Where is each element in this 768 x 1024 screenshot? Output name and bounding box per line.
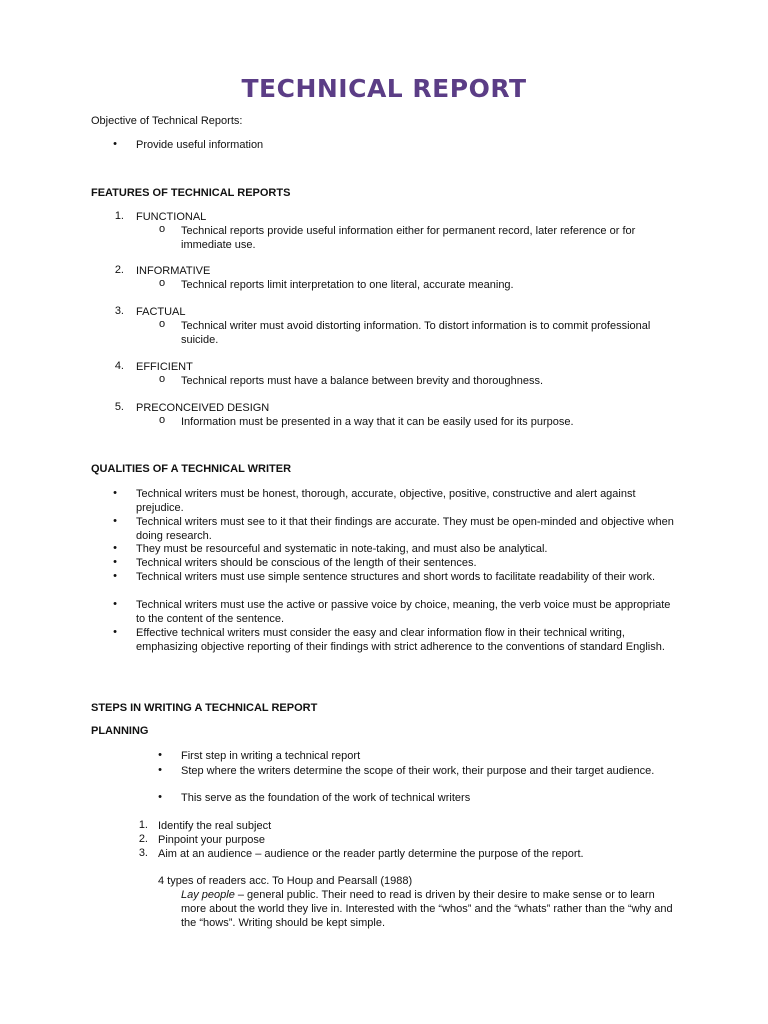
quality-item: They must be resourceful and systematic in note-taking, and must also be analytical.: [136, 543, 548, 555]
bullet-icon: •: [158, 764, 162, 776]
features-heading: FEATURES OF TECHNICAL REPORTS: [91, 187, 291, 199]
quality-item: Effective technical writers must consider the easy and clear information flow in their technical writing, emphasizing objective reporting of their findings with strict adherence to the conventions of standard English.: [136, 627, 665, 653]
lay-people-desc: – general public. Their need to read is driven by their desire to make sense or to learn more about the world they live in. Interested with the “whos” and the “whats” rather than the “why and the “hows”. Writing should be kept simple.: [181, 889, 673, 929]
steps-heading: STEPS IN WRITING A TECHNICAL REPORT: [91, 702, 318, 714]
bullet-icon: •: [113, 556, 117, 568]
feature-number: 1.: [114, 210, 124, 222]
feature-number: 5.: [114, 401, 124, 413]
circle-bullet-icon: o: [159, 318, 166, 330]
quality-item: Technical writers must be honest, thorough, accurate, objective, positive, constructive and alert against prejudice.: [136, 488, 636, 514]
bullet-icon: •: [158, 749, 162, 761]
quality-item: Technical writers must see to it that their findings are accurate. They must be open-minded and objective when doing research.: [136, 516, 674, 542]
feature-number: 4.: [114, 360, 124, 372]
step-text: Pinpoint your purpose: [158, 834, 266, 846]
planning-heading: PLANNING: [91, 725, 149, 737]
planning-bullet: This serve as the foundation of the work of technical writers: [181, 792, 471, 804]
feature-desc: Technical reports provide useful information either for permanent record, later reference or for immediate use.: [181, 225, 636, 251]
feature-label: EFFICIENT: [136, 361, 193, 373]
bullet-icon: •: [113, 570, 117, 582]
feature-desc: Technical reports must have a balance between brevity and thoroughness.: [181, 375, 543, 387]
lay-people-paragraph: [181, 888, 681, 930]
circle-bullet-icon: o: [159, 277, 166, 289]
quality-item: Technical writers must use the active or passive voice by choice, meaning, the verb voice must be appropriate to the content of the sentence.: [136, 599, 671, 625]
bullet-icon: •: [113, 487, 117, 499]
feature-desc: Technical writer must avoid distorting information. To distort information is to commit professional suicide.: [181, 320, 651, 346]
planning-bullet: First step in writing a technical report: [181, 750, 361, 762]
step-number: 1.: [138, 819, 148, 831]
circle-bullet-icon: o: [159, 414, 166, 426]
objective-label: Objective of Technical Reports:: [91, 115, 243, 127]
bullet-icon: •: [158, 791, 162, 803]
feature-desc: Information must be presented in a way that it can be easily used for its purpose.: [181, 416, 574, 428]
feature-label: FACTUAL: [136, 306, 186, 318]
quality-item: Technical writers must use simple sentence structures and short words to facilitate readability of their work.: [136, 571, 656, 583]
step-number: 3.: [138, 847, 148, 859]
circle-bullet-icon: o: [159, 373, 166, 385]
objective-bullet: Provide useful information: [136, 139, 264, 151]
planning-bullet: Step where the writers determine the scope of their work, their purpose and their target audience.: [181, 765, 655, 777]
lay-people-term: Lay people: [181, 889, 235, 901]
feature-label: FUNCTIONAL: [136, 211, 207, 223]
quality-item: Technical writers should be conscious of the length of their sentences.: [136, 557, 477, 569]
feature-label: PRECONCEIVED DESIGN: [136, 402, 270, 414]
feature-desc: Technical reports limit interpretation to one literal, accurate meaning.: [181, 279, 514, 291]
step-text: Identify the real subject: [158, 820, 272, 832]
bullet-icon: •: [113, 626, 117, 638]
step-text: Aim at an audience – audience or the reader partly determine the purpose of the report.: [158, 848, 584, 860]
bullet-icon: •: [113, 138, 117, 150]
feature-number: 3.: [114, 305, 124, 317]
bullet-icon: •: [113, 542, 117, 554]
feature-number: 2.: [114, 264, 124, 276]
qualities-heading: QUALITIES OF A TECHNICAL WRITER: [91, 463, 292, 475]
bullet-icon: •: [113, 515, 117, 527]
page-title: TECHNICAL REPORT: [241, 74, 527, 103]
step-number: 2.: [138, 833, 148, 845]
bullet-icon: •: [113, 598, 117, 610]
circle-bullet-icon: o: [159, 223, 166, 235]
feature-label: INFORMATIVE: [136, 265, 211, 277]
readers-intro: 4 types of readers acc. To Houp and Pearsall (1988): [158, 875, 413, 887]
